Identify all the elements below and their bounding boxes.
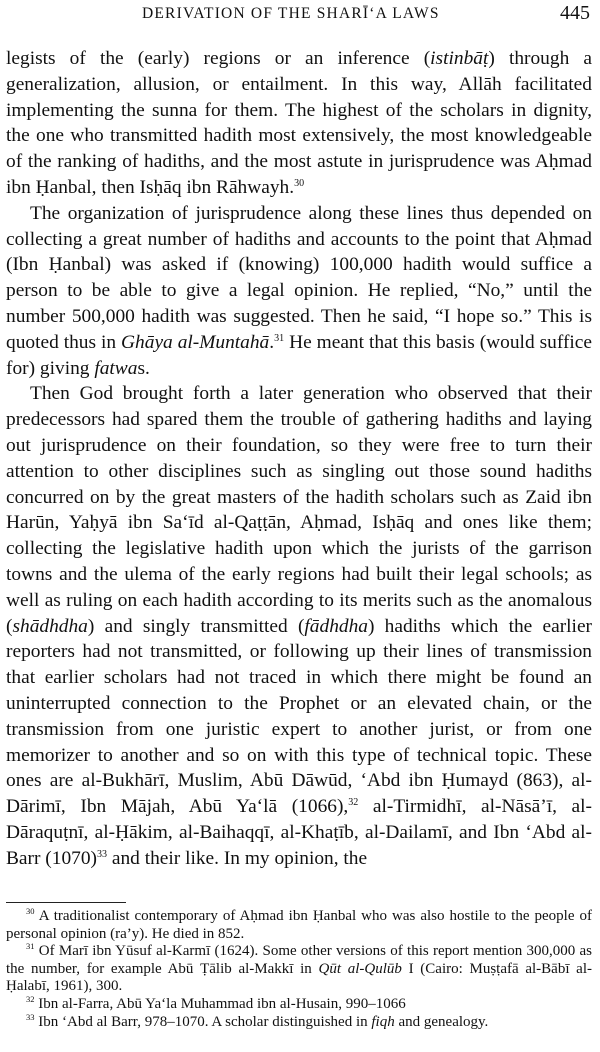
running-head: DERIVATION OF THE SHARĪ‘A LAWS: [142, 5, 440, 22]
text-run: ) hadiths which the earlier reporters had not transmitted, or following up their lines of transmission that earlier scholars had not traced in which there might be found an uninterrupted connection to the Prophet or an elevated chain, or the transmission from one juristic expert to another jurist, or from one memorizer to another and so on with this type of technical topic. These ones are al-Bukhārī, Muslim, Abū Dāwūd, ‘Abd ibn Ḥumayd (863), al-Dārimī, Ibn Mājah, Abū Ya‘lā (1066),: [6, 615, 593, 818]
text-run: and their like. In my opinion, the: [107, 847, 368, 869]
text-run: I (Cairo: Muṣṭafā al-Bābī al-Ḥalabī, 1961), 300.: [6, 960, 593, 995]
text-run: ) and singly transmitted (: [87, 615, 305, 637]
page-number: 445: [560, 2, 590, 24]
body-text: [6, 46, 592, 872]
text-run: s.: [137, 357, 150, 379]
text-run: legists of the (early) regions or an inference (: [6, 48, 431, 69]
paragraph-2: [6, 201, 592, 382]
footnote-divider: [6, 902, 126, 903]
footnote-ref: 31: [274, 332, 285, 344]
footnote-number: 33: [26, 1011, 35, 1022]
text-run: The organization of jurisprudence along these lines thus depended on collecting a great number of hadiths and accounts to the point that Aḥmad (Ibn Ḥanbal) was asked if (knowing) 100,000 hadith would suffice a person to be able to give a legal opinion. He replied, “No,” until the number 500,000 hadith was suggested. Then he said, “I hope so.” This is quoted thus in: [6, 202, 592, 353]
paragraph-3: [6, 381, 592, 871]
text-run: Of Marī ibn Yūsuf al-Karmī (1624). Some other versions of this report mention 300,000 as the number, for example Abū Ṭālib al-Makkī in: [6, 943, 592, 977]
footnote-number: 31: [26, 941, 35, 952]
footnote-ref: 32: [348, 797, 359, 809]
footnote-ref: 30: [294, 177, 305, 189]
italic-term: fiqh: [371, 1013, 395, 1030]
text-run: ) through a generalization, allusion, or entailment. In this way, Allāh facilitated implementing the sunna for them. The highest of the scholars in dignity, the one who transmitted hadith most extensively, the most knowledgeable of the ranking of hadiths, and the most astute in jurisprudence was Aḥmad ibn Ḥanbal, then Isḥāq ibn Rāhwayh.: [6, 48, 592, 198]
footnote-31: [6, 943, 592, 996]
text-run: He meant that this basis (would suffice for) giving: [6, 331, 592, 379]
italic-term: Qūt al-Qulūb: [318, 960, 402, 977]
italic-term: fatwa: [94, 357, 138, 379]
page-header: [0, 2, 600, 28]
text-run: Then God brought forth a later generation who observed that their predecessors had spared them the trouble of gathering hadiths and laying out jurisprudence on their foundation, so they were free to turn their attention to other disciplines such as singling out those sound hadiths concurred on by the great masters of the hadith scholars such as Zaid ibn Harūn, Yaḥyā ibn Sa‘īd al-Qaṭṭān, Aḥmad, Isḥāq and ones like them; collecting the legislative hadith upon which the jurists of the garrison towns and the ulema of the early regions had built their legal schools; as well as ruling on each hadith according to its merits such as the anomalous (: [6, 383, 592, 637]
text-run: A traditionalist contemporary of Aḥmad ibn Ḥanbal who was also hostile to the people of personal opinion (ra’y). He died in 852.: [6, 908, 592, 942]
text-run: and genealogy.: [394, 1013, 489, 1030]
footnote-number: 32: [26, 993, 35, 1004]
text-run: .: [269, 331, 275, 353]
footnote-30: [6, 908, 592, 943]
footnotes: [6, 908, 592, 1031]
paragraph-1: [6, 46, 592, 201]
text-run: al-Tirmidhī, al-Nāsā’ī, al-Dāraquṭnī, al-Ḥākim, al-Baihaqqī, al-Khaṭīb, al-Dailamī, and Ibn ‘Abd al-Barr (1070): [6, 796, 592, 869]
italic-term: Ghāya al-Muntahā: [121, 331, 270, 353]
footnote-ref: 33: [97, 848, 107, 860]
italic-term: shādhdha: [12, 615, 88, 637]
footnote-number: 30: [26, 906, 35, 916]
footnote-33: [6, 1011, 592, 1032]
italic-term: fādhdha: [304, 615, 368, 637]
text-run: Ibn ‘Abd al Barr, 978–1070. A scholar distinguished in: [38, 1013, 372, 1030]
italic-term: istinbāṭ: [430, 48, 489, 69]
footnote-32: [6, 993, 592, 1014]
text-run: Ibn al-Farra, Abū Ya‘la Muhammad ibn al-Husain, 990–1066: [38, 995, 406, 1012]
